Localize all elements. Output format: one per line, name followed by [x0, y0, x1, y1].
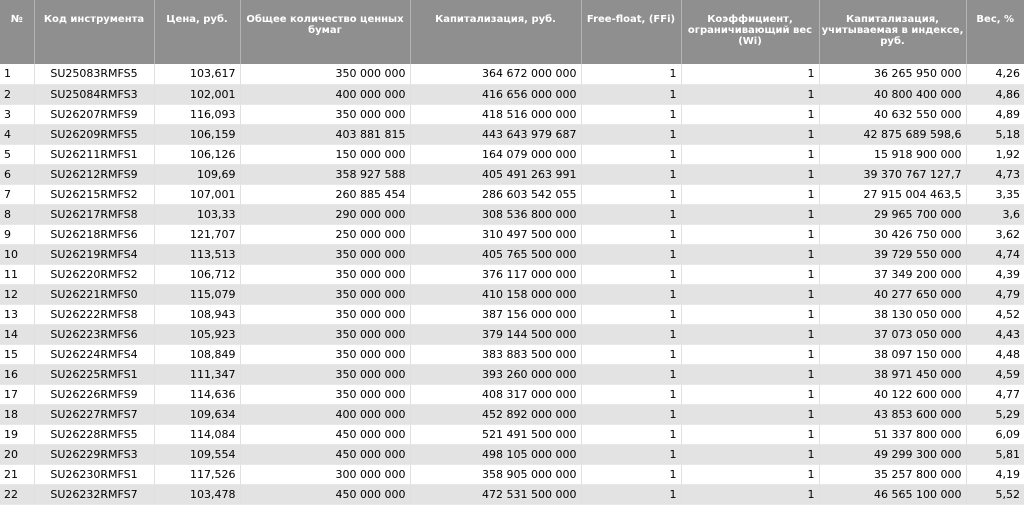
cell-price: 105,923 [154, 324, 240, 344]
cell-capidx: 40 800 400 000 [819, 84, 966, 104]
table-row [0, 204, 1024, 224]
cell-ff: 1 [581, 284, 681, 304]
cell-code: SU26228RMFS5 [34, 424, 154, 444]
cell-wi: 1 [681, 364, 819, 384]
cell-ff: 1 [581, 84, 681, 104]
cell-ff: 1 [581, 384, 681, 404]
cell-qty: 350 000 000 [240, 64, 410, 84]
cell-qty: 350 000 000 [240, 304, 410, 324]
cell-cap: 416 656 000 000 [410, 84, 581, 104]
cell-code: SU26224RMFS4 [34, 344, 154, 364]
table-row [0, 164, 1024, 184]
cell-num: 12 [0, 284, 34, 304]
cell-qty: 350 000 000 [240, 324, 410, 344]
cell-code: SU26212RMFS9 [34, 164, 154, 184]
table-row [0, 64, 1024, 84]
cell-qty: 290 000 000 [240, 204, 410, 224]
cell-qty: 403 881 815 [240, 124, 410, 144]
cell-cap: 383 883 500 000 [410, 344, 581, 364]
cell-num: 19 [0, 424, 34, 444]
cell-ff: 1 [581, 244, 681, 264]
cell-cap: 308 536 800 000 [410, 204, 581, 224]
cell-ff: 1 [581, 324, 681, 344]
cell-price: 103,617 [154, 64, 240, 84]
cell-weight: 4,77 [966, 384, 1024, 404]
cell-cap: 472 531 500 000 [410, 484, 581, 504]
col-header-price: Цена, руб. [154, 0, 240, 64]
cell-capidx: 46 565 100 000 [819, 484, 966, 504]
cell-price: 102,001 [154, 84, 240, 104]
cell-weight: 6,09 [966, 424, 1024, 444]
cell-num: 10 [0, 244, 34, 264]
cell-price: 111,347 [154, 364, 240, 384]
cell-weight: 5,18 [966, 124, 1024, 144]
cell-cap: 164 079 000 000 [410, 144, 581, 164]
cell-price: 103,33 [154, 204, 240, 224]
cell-cap: 379 144 500 000 [410, 324, 581, 344]
table-row [0, 84, 1024, 104]
cell-weight: 4,59 [966, 364, 1024, 384]
cell-weight: 4,48 [966, 344, 1024, 364]
cell-capidx: 38 130 050 000 [819, 304, 966, 324]
cell-capidx: 29 965 700 000 [819, 204, 966, 224]
table-row [0, 364, 1024, 384]
cell-ff: 1 [581, 124, 681, 144]
cell-code: SU26209RMFS5 [34, 124, 154, 144]
cell-ff: 1 [581, 224, 681, 244]
cell-qty: 350 000 000 [240, 264, 410, 284]
col-header-ff: Free-float, (FFi) [581, 0, 681, 64]
cell-capidx: 15 918 900 000 [819, 144, 966, 164]
cell-cap: 393 260 000 000 [410, 364, 581, 384]
cell-qty: 350 000 000 [240, 344, 410, 364]
cell-weight: 4,89 [966, 104, 1024, 124]
cell-ff: 1 [581, 304, 681, 324]
col-header-wi: Коэффициент, ограничивающий вес (Wi) [681, 0, 819, 64]
cell-ff: 1 [581, 104, 681, 124]
cell-cap: 286 603 542 055 [410, 184, 581, 204]
cell-num: 9 [0, 224, 34, 244]
cell-price: 106,712 [154, 264, 240, 284]
table-row [0, 184, 1024, 204]
cell-qty: 358 927 588 [240, 164, 410, 184]
cell-price: 108,849 [154, 344, 240, 364]
cell-code: SU26221RMFS0 [34, 284, 154, 304]
cell-price: 109,69 [154, 164, 240, 184]
cell-ff: 1 [581, 144, 681, 164]
cell-cap: 376 117 000 000 [410, 264, 581, 284]
cell-code: SU26207RMFS9 [34, 104, 154, 124]
cell-cap: 310 497 500 000 [410, 224, 581, 244]
cell-code: SU26215RMFS2 [34, 184, 154, 204]
cell-weight: 4,39 [966, 264, 1024, 284]
cell-qty: 250 000 000 [240, 224, 410, 244]
table-row [0, 464, 1024, 484]
cell-cap: 452 892 000 000 [410, 404, 581, 424]
cell-ff: 1 [581, 344, 681, 364]
cell-price: 115,079 [154, 284, 240, 304]
cell-capidx: 40 122 600 000 [819, 384, 966, 404]
cell-price: 113,513 [154, 244, 240, 264]
table-row [0, 144, 1024, 164]
cell-num: 16 [0, 364, 34, 384]
col-header-capidx: Капитализация, учитываемая в индексе, руб. [819, 0, 966, 64]
header-row [0, 0, 1024, 64]
cell-qty: 450 000 000 [240, 484, 410, 504]
cell-num: 11 [0, 264, 34, 284]
cell-code: SU26225RMFS1 [34, 364, 154, 384]
cell-qty: 400 000 000 [240, 404, 410, 424]
cell-capidx: 38 097 150 000 [819, 344, 966, 364]
cell-price: 106,126 [154, 144, 240, 164]
cell-num: 7 [0, 184, 34, 204]
cell-num: 6 [0, 164, 34, 184]
cell-ff: 1 [581, 264, 681, 284]
cell-weight: 5,29 [966, 404, 1024, 424]
col-header-qty: Общее количество ценных бумаг [240, 0, 410, 64]
cell-ff: 1 [581, 64, 681, 84]
cell-price: 103,478 [154, 484, 240, 504]
cell-wi: 1 [681, 404, 819, 424]
cell-ff: 1 [581, 464, 681, 484]
cell-code: SU26230RMFS1 [34, 464, 154, 484]
cell-weight: 5,81 [966, 444, 1024, 464]
cell-capidx: 42 875 689 598,6 [819, 124, 966, 144]
cell-capidx: 35 257 800 000 [819, 464, 966, 484]
cell-ff: 1 [581, 444, 681, 464]
cell-qty: 150 000 000 [240, 144, 410, 164]
cell-price: 107,001 [154, 184, 240, 204]
table-row [0, 444, 1024, 464]
col-header-num: № [0, 0, 34, 64]
cell-qty: 350 000 000 [240, 244, 410, 264]
cell-wi: 1 [681, 384, 819, 404]
cell-cap: 418 516 000 000 [410, 104, 581, 124]
cell-qty: 350 000 000 [240, 384, 410, 404]
cell-weight: 4,79 [966, 284, 1024, 304]
table-header [0, 0, 1024, 64]
cell-cap: 358 905 000 000 [410, 464, 581, 484]
cell-capidx: 51 337 800 000 [819, 424, 966, 444]
cell-weight: 3,35 [966, 184, 1024, 204]
cell-wi: 1 [681, 464, 819, 484]
table-row [0, 484, 1024, 504]
cell-num: 22 [0, 484, 34, 504]
cell-wi: 1 [681, 344, 819, 364]
cell-price: 114,084 [154, 424, 240, 444]
cell-capidx: 39 370 767 127,7 [819, 164, 966, 184]
cell-num: 5 [0, 144, 34, 164]
col-header-cap: Капитализация, руб. [410, 0, 581, 64]
cell-weight: 4,19 [966, 464, 1024, 484]
cell-code: SU25083RMFS5 [34, 64, 154, 84]
cell-ff: 1 [581, 184, 681, 204]
cell-weight: 4,86 [966, 84, 1024, 104]
cell-cap: 521 491 500 000 [410, 424, 581, 444]
cell-weight: 4,43 [966, 324, 1024, 344]
cell-weight: 1,92 [966, 144, 1024, 164]
cell-ff: 1 [581, 364, 681, 384]
cell-wi: 1 [681, 164, 819, 184]
cell-ff: 1 [581, 484, 681, 504]
table-row [0, 244, 1024, 264]
cell-num: 3 [0, 104, 34, 124]
cell-wi: 1 [681, 424, 819, 444]
cell-capidx: 40 632 550 000 [819, 104, 966, 124]
table-row [0, 384, 1024, 404]
col-header-code: Код инструмента [34, 0, 154, 64]
cell-wi: 1 [681, 204, 819, 224]
cell-capidx: 43 853 600 000 [819, 404, 966, 424]
cell-wi: 1 [681, 484, 819, 504]
cell-capidx: 39 729 550 000 [819, 244, 966, 264]
cell-code: SU25084RMFS3 [34, 84, 154, 104]
cell-code: SU26220RMFS2 [34, 264, 154, 284]
table-row [0, 224, 1024, 244]
col-header-weight: Вес, % [966, 0, 1024, 64]
cell-cap: 387 156 000 000 [410, 304, 581, 324]
cell-ff: 1 [581, 424, 681, 444]
table-row [0, 264, 1024, 284]
cell-cap: 443 643 979 687 [410, 124, 581, 144]
cell-num: 2 [0, 84, 34, 104]
table-row [0, 304, 1024, 324]
cell-qty: 350 000 000 [240, 284, 410, 304]
cell-code: SU26217RMFS8 [34, 204, 154, 224]
cell-wi: 1 [681, 304, 819, 324]
cell-qty: 400 000 000 [240, 84, 410, 104]
table-row [0, 324, 1024, 344]
cell-code: SU26227RMFS7 [34, 404, 154, 424]
cell-price: 108,943 [154, 304, 240, 324]
cell-code: SU26223RMFS6 [34, 324, 154, 344]
cell-weight: 5,52 [966, 484, 1024, 504]
table-row [0, 124, 1024, 144]
cell-code: SU26219RMFS4 [34, 244, 154, 264]
cell-price: 117,526 [154, 464, 240, 484]
cell-num: 14 [0, 324, 34, 344]
cell-ff: 1 [581, 164, 681, 184]
cell-cap: 498 105 000 000 [410, 444, 581, 464]
table-row [0, 284, 1024, 304]
cell-wi: 1 [681, 144, 819, 164]
cell-qty: 450 000 000 [240, 444, 410, 464]
cell-weight: 3,62 [966, 224, 1024, 244]
cell-num: 21 [0, 464, 34, 484]
cell-num: 15 [0, 344, 34, 364]
cell-wi: 1 [681, 84, 819, 104]
cell-price: 109,554 [154, 444, 240, 464]
table-row [0, 104, 1024, 124]
cell-qty: 260 885 454 [240, 184, 410, 204]
cell-qty: 350 000 000 [240, 364, 410, 384]
cell-cap: 408 317 000 000 [410, 384, 581, 404]
cell-wi: 1 [681, 224, 819, 244]
cell-capidx: 37 073 050 000 [819, 324, 966, 344]
cell-num: 1 [0, 64, 34, 84]
cell-code: SU26222RMFS8 [34, 304, 154, 324]
cell-code: SU26232RMFS7 [34, 484, 154, 504]
cell-wi: 1 [681, 444, 819, 464]
cell-weight: 3,6 [966, 204, 1024, 224]
cell-qty: 450 000 000 [240, 424, 410, 444]
table-row [0, 424, 1024, 444]
cell-wi: 1 [681, 64, 819, 84]
cell-capidx: 37 349 200 000 [819, 264, 966, 284]
cell-wi: 1 [681, 244, 819, 264]
cell-qty: 300 000 000 [240, 464, 410, 484]
cell-price: 121,707 [154, 224, 240, 244]
cell-code: SU26211RMFS1 [34, 144, 154, 164]
cell-capidx: 38 971 450 000 [819, 364, 966, 384]
cell-capidx: 40 277 650 000 [819, 284, 966, 304]
cell-num: 4 [0, 124, 34, 144]
cell-num: 8 [0, 204, 34, 224]
cell-weight: 4,52 [966, 304, 1024, 324]
cell-num: 17 [0, 384, 34, 404]
table-body [0, 64, 1024, 504]
cell-code: SU26218RMFS6 [34, 224, 154, 244]
cell-cap: 364 672 000 000 [410, 64, 581, 84]
cell-qty: 350 000 000 [240, 104, 410, 124]
cell-price: 109,634 [154, 404, 240, 424]
cell-weight: 4,26 [966, 64, 1024, 84]
cell-num: 18 [0, 404, 34, 424]
cell-ff: 1 [581, 204, 681, 224]
cell-capidx: 30 426 750 000 [819, 224, 966, 244]
cell-code: SU26229RMFS3 [34, 444, 154, 464]
cell-ff: 1 [581, 404, 681, 424]
cell-weight: 4,74 [966, 244, 1024, 264]
cell-capidx: 27 915 004 463,5 [819, 184, 966, 204]
cell-num: 13 [0, 304, 34, 324]
cell-wi: 1 [681, 284, 819, 304]
cell-wi: 1 [681, 264, 819, 284]
cell-price: 106,159 [154, 124, 240, 144]
cell-num: 20 [0, 444, 34, 464]
cell-weight: 4,73 [966, 164, 1024, 184]
cell-capidx: 36 265 950 000 [819, 64, 966, 84]
table-row [0, 344, 1024, 364]
cell-cap: 405 765 500 000 [410, 244, 581, 264]
cell-wi: 1 [681, 124, 819, 144]
cell-wi: 1 [681, 104, 819, 124]
cell-price: 114,636 [154, 384, 240, 404]
cell-cap: 405 491 263 991 [410, 164, 581, 184]
cell-price: 116,093 [154, 104, 240, 124]
cell-cap: 410 158 000 000 [410, 284, 581, 304]
cell-wi: 1 [681, 184, 819, 204]
cell-capidx: 49 299 300 000 [819, 444, 966, 464]
cell-wi: 1 [681, 324, 819, 344]
table-row [0, 404, 1024, 424]
cell-code: SU26226RMFS9 [34, 384, 154, 404]
